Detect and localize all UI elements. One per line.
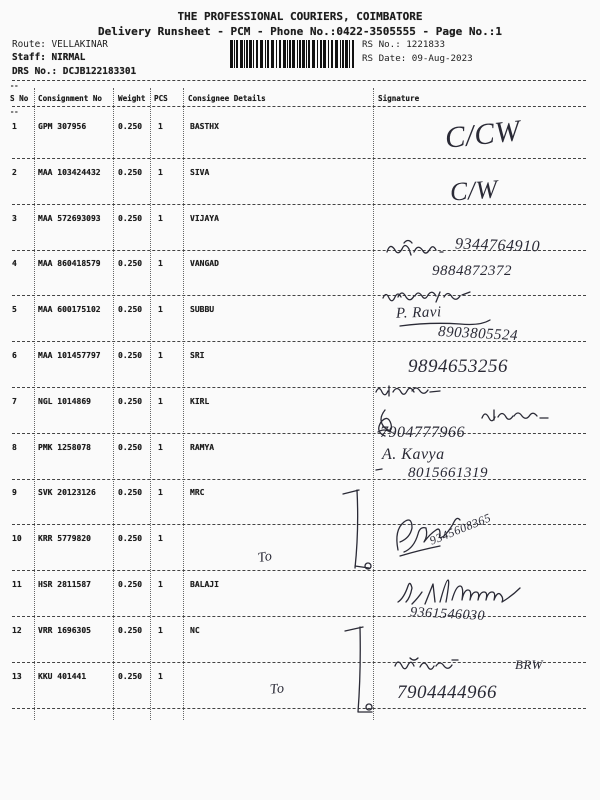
column-header-consignment: Consignment No: [38, 94, 103, 103]
handwritten-signature: [387, 241, 443, 256]
rs-number: RS No.: 1221833: [362, 39, 445, 50]
cell-weight: 0.250: [118, 442, 143, 452]
cell-sno: 4: [12, 259, 17, 269]
handwritten-mark: [376, 469, 382, 470]
cell-consignee: KIRL: [190, 396, 210, 406]
cell-weight: 0.250: [118, 213, 143, 223]
cell-pcs: 1: [158, 488, 163, 498]
handwritten-bracket: [345, 627, 372, 712]
handwritten-signature: [376, 386, 440, 396]
cell-consignee: RAMYA: [190, 442, 215, 452]
route-label: Route: VELLAKINAR: [12, 39, 108, 50]
cell-pcs: 1: [158, 351, 163, 360]
cell-pcs: 1: [158, 671, 163, 681]
handwritten-note: C/W: [449, 174, 499, 207]
cell-pcs: 1: [158, 625, 163, 635]
handwritten-phone: 7904777966: [380, 424, 465, 441]
handwritten-note: BRW: [515, 657, 543, 672]
cell-sno: 3: [12, 213, 17, 223]
cell-sno: 13: [12, 671, 22, 681]
cell-consignment: KKU 401441: [38, 671, 87, 681]
handwritten-phone: 9361546030: [409, 605, 486, 624]
cell-sno: 8: [12, 442, 17, 452]
handwritten-phone: 9884872372: [432, 263, 512, 279]
cell-weight: 0.250: [118, 534, 143, 544]
cell-consignment: KRR 5779820: [38, 534, 91, 544]
cell-sno: 2: [12, 167, 17, 177]
handwritten-phone: 9345608365: [427, 510, 494, 548]
staff-label: Staff: NIRMAL: [12, 52, 86, 63]
handwritten-signature: [482, 410, 548, 421]
handwritten-signature: [397, 518, 460, 556]
cell-weight: 0.250: [118, 625, 143, 635]
cell-consignment: SVK 20123126: [38, 488, 96, 498]
cell-consignment: MAA 101457797: [38, 351, 101, 360]
cell-sno: 6: [12, 351, 17, 360]
cell-pcs: 1: [158, 396, 163, 406]
cell-consignee: NC: [190, 625, 200, 635]
handwritten-signature: [395, 658, 458, 669]
cell-weight: 0.250: [118, 305, 143, 315]
handwritten-signature: [398, 580, 520, 604]
cell-consignee: BASTHX: [190, 122, 219, 131]
cell-weight: 0.250: [118, 488, 143, 498]
cell-weight: 0.250: [118, 122, 143, 131]
rule-mark: --: [10, 108, 19, 116]
cell-sno: 10: [12, 534, 22, 544]
signature-flourish: [400, 320, 490, 326]
column-header-signature: Signature: [378, 94, 420, 103]
cell-consignee: MRC: [190, 488, 205, 498]
handwritten-name: P. Ravi: [395, 304, 442, 322]
cell-pcs: 1: [158, 167, 163, 177]
cell-pcs: 1: [158, 213, 163, 223]
cell-pcs: 1: [158, 580, 163, 589]
handwritten-note: To: [269, 681, 286, 698]
cell-consignee: SIVA: [190, 167, 210, 177]
handwritten-note: C/CW: [443, 114, 522, 155]
rs-date: RS Date: 09-Aug-2023: [362, 53, 473, 64]
drs-number: DRS No.: DCJB122183301: [12, 66, 137, 77]
cell-consignee: SRI: [190, 351, 205, 360]
column-header-sno: S No: [10, 94, 29, 103]
cell-consignee: VIJAYA: [190, 213, 219, 223]
cell-consignee: BALAJI: [190, 580, 219, 589]
column-header-pcs: PCS: [154, 94, 168, 103]
cell-weight: 0.250: [118, 167, 143, 177]
cell-consignment: NGL 1014869: [38, 396, 91, 406]
cell-weight: 0.250: [118, 580, 143, 589]
cell-sno: 9: [12, 488, 17, 498]
cell-sno: 5: [12, 305, 17, 315]
handwritten-phone: 7904444966: [397, 682, 497, 703]
cell-pcs: 1: [158, 122, 163, 131]
cell-pcs: 1: [158, 305, 163, 315]
handwritten-phone: 8903805524: [437, 323, 519, 345]
cell-sno: 11: [12, 580, 22, 589]
cell-pcs: 1: [158, 259, 163, 269]
cell-weight: 0.250: [118, 671, 143, 681]
handwritten-bracket: [343, 490, 369, 568]
cell-sno: 7: [12, 396, 17, 406]
cell-pcs: 1: [158, 442, 163, 452]
rule-mark: --: [10, 82, 19, 90]
column-header-weight: Weight: [118, 94, 146, 103]
cell-consignee: SUBBU: [190, 305, 215, 315]
cell-pcs: 1: [158, 534, 163, 544]
cell-sno: 12: [12, 625, 22, 635]
handwritten-phone: 9894653256: [408, 356, 508, 377]
cell-consignee: VANGAD: [190, 259, 219, 269]
cell-weight: 0.250: [118, 259, 143, 269]
cell-consignment: MAA 103424432: [38, 167, 101, 177]
column-header-consignee: Consignee Details: [188, 94, 266, 103]
cell-consignment: PMK 1258078: [38, 442, 91, 452]
cell-consignment: GPM 307956: [38, 122, 87, 131]
company-title: THE PROFESSIONAL COURIERS, COIMBATORE: [177, 10, 423, 23]
handwritten-signature: [378, 410, 391, 436]
cell-consignment: HSR 2811587: [38, 580, 91, 589]
handwritten-phone: 9344764910: [454, 235, 541, 256]
cell-consignment: MAA 572693093: [38, 213, 101, 223]
handwritten-name: A. Kavya: [382, 446, 445, 463]
cell-consignment: VRR 1696305: [38, 625, 91, 635]
runsheet-subtitle: Delivery Runsheet - PCM - Phone No.:0422-3505555 - Page No.:1: [98, 25, 502, 38]
handwritten-note: To: [256, 548, 274, 567]
cell-sno: 1: [12, 122, 17, 131]
handwritten-mark: [366, 704, 372, 710]
cell-weight: 0.250: [118, 396, 143, 406]
cell-weight: 0.250: [118, 351, 143, 360]
handwritten-phone: 8015661319: [408, 465, 488, 481]
handwritten-signature: [383, 292, 470, 302]
cell-consignment: MAA 600175102: [38, 305, 101, 315]
cell-consignment: MAA 860418579: [38, 259, 101, 269]
